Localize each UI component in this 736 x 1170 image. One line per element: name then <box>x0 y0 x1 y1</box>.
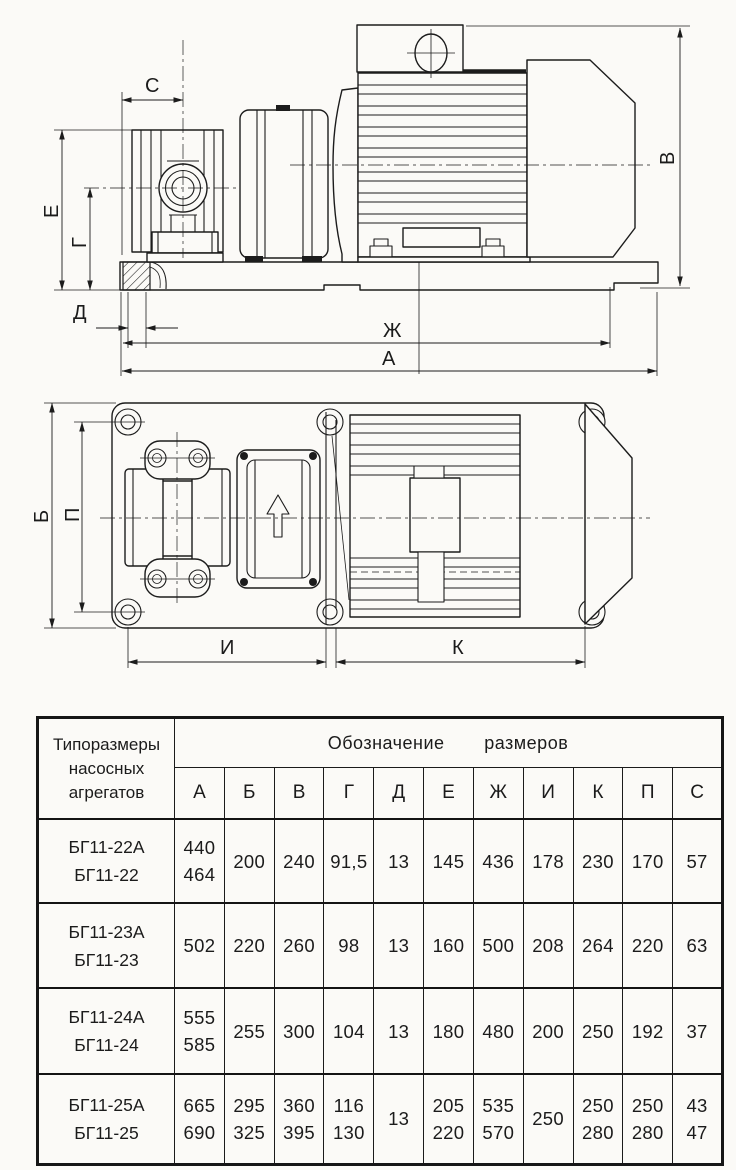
dimension-value: 160 <box>424 903 474 988</box>
baseplate-side <box>120 262 658 290</box>
dimension-value: 13 <box>374 819 424 903</box>
dim-label-v: В <box>657 151 679 165</box>
dim-label-i: И <box>220 637 235 659</box>
column-header-p: П <box>623 768 673 820</box>
dimension-value: 170 <box>623 819 673 903</box>
side-view-drawing <box>41 25 690 376</box>
dimension-value: 250 <box>523 1074 573 1164</box>
column-header-i: И <box>523 768 573 820</box>
dim-label-g: Г <box>69 237 91 248</box>
corner-line: насосных <box>68 758 145 778</box>
dimension-value: 116 130 <box>324 1074 374 1164</box>
coupling-plan <box>237 450 320 588</box>
dimension-value: 220 <box>623 903 673 988</box>
motor-plan <box>326 404 632 624</box>
dimension-value: 57 <box>673 819 723 903</box>
plan-view-drawing <box>31 403 650 668</box>
dim-label-d: Д <box>73 302 87 324</box>
dimension-value: 180 <box>424 988 474 1074</box>
model-name-cell: БГ11-23А БГ11-23 <box>38 903 175 988</box>
dimension-value: 13 <box>374 988 424 1074</box>
dimension-value: 37 <box>673 988 723 1074</box>
dimension-value: 440 464 <box>175 819 225 903</box>
dimension-value: 200 <box>224 819 274 903</box>
dimension-value: 555 585 <box>175 988 225 1074</box>
dimension-value: 535 570 <box>473 1074 523 1164</box>
dimension-value: 13 <box>374 1074 424 1164</box>
model-name-cell: БГ11-24А БГ11-24 <box>38 988 175 1074</box>
dim-label-a: А <box>382 348 396 370</box>
motor-side <box>333 25 635 262</box>
dimension-value: 500 <box>473 903 523 988</box>
dimension-value: 300 <box>274 988 324 1074</box>
dimension-value: 98 <box>324 903 374 988</box>
dimension-value: 264 <box>573 903 623 988</box>
dimension-value: 205 220 <box>424 1074 474 1164</box>
dimension-value: 665 690 <box>175 1074 225 1164</box>
dimension-value: 502 <box>175 903 225 988</box>
column-header-s: С <box>673 768 723 820</box>
corner-line: агрегатов <box>68 782 145 802</box>
dimension-value: 43 47 <box>673 1074 723 1164</box>
column-header-a: А <box>175 768 225 820</box>
model-name-cell: БГ11-25А БГ11-25 <box>38 1074 175 1164</box>
dimension-value: 260 <box>274 903 324 988</box>
pump-side <box>132 130 223 262</box>
dimension-value: 220 <box>224 903 274 988</box>
column-header-b: Б <box>224 768 274 820</box>
dimensions-table <box>36 716 724 1166</box>
dimension-value: 192 <box>623 988 673 1074</box>
corner-line: Типоразмеры <box>52 734 161 754</box>
column-header-d: Д <box>374 768 424 820</box>
dimension-value: 145 <box>424 819 474 903</box>
dim-label-e: Е <box>41 204 63 218</box>
dimension-value: 230 <box>573 819 623 903</box>
table-corner-header <box>38 718 175 820</box>
column-header-zh: Ж <box>473 768 523 820</box>
dimension-value: 436 <box>473 819 523 903</box>
dimension-value: 240 <box>274 819 324 903</box>
dimension-value: 295 325 <box>224 1074 274 1164</box>
dimension-value: 63 <box>673 903 723 988</box>
dim-label-k: К <box>452 637 464 659</box>
dimension-value: 208 <box>523 903 573 988</box>
dimension-value: 200 <box>523 988 573 1074</box>
column-header-g: Г <box>324 768 374 820</box>
column-header-e: Е <box>424 768 474 820</box>
dimension-value: 178 <box>523 819 573 903</box>
dim-label-b: Б <box>31 509 53 523</box>
dimension-value: 13 <box>374 903 424 988</box>
coupling-side <box>240 105 328 262</box>
dim-label-zh: Ж <box>383 320 402 342</box>
dimension-value: 360 395 <box>274 1074 324 1164</box>
column-header-k: К <box>573 768 623 820</box>
dim-label-c: С <box>145 75 160 97</box>
dimension-value: 250 280 <box>573 1074 623 1164</box>
dimension-value: 250 <box>573 988 623 1074</box>
dim-label-p: П <box>62 507 84 522</box>
dimension-value: 255 <box>224 988 274 1074</box>
dimension-value: 250 280 <box>623 1074 673 1164</box>
dimension-value: 480 <box>473 988 523 1074</box>
model-name-cell: БГ11-22А БГ11-22 <box>38 819 175 903</box>
column-header-v: В <box>274 768 324 820</box>
dimension-value: 104 <box>324 988 374 1074</box>
table-span-header: Обозначение размеров <box>175 718 723 768</box>
dimension-value: 91,5 <box>324 819 374 903</box>
